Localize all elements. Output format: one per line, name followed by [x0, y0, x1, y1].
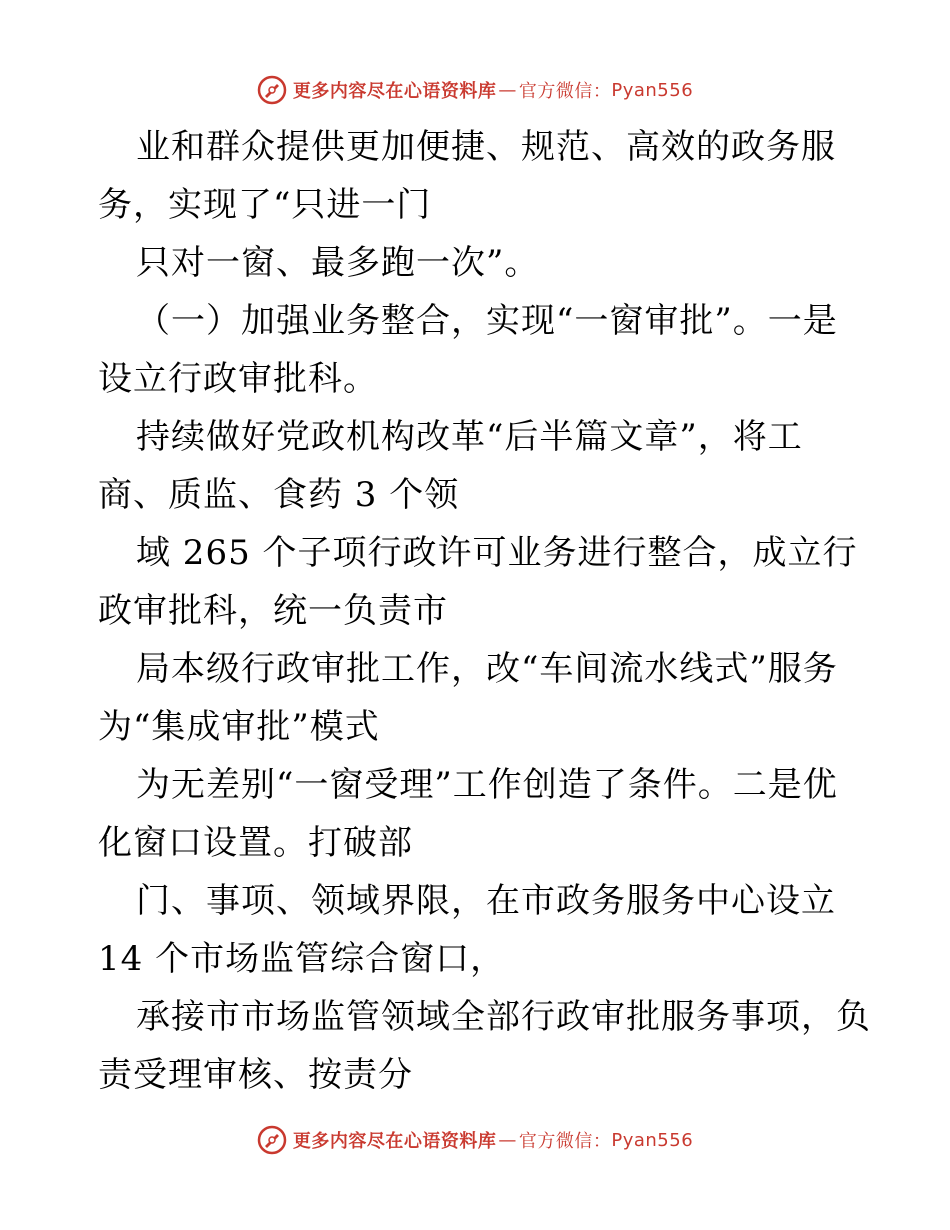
text-line: 域 265 个子项行政许可业务进行整合，成立行	[136, 533, 858, 573]
text-line: 务，实现了“只进一门	[98, 185, 432, 225]
text-line: 设立行政审批科。	[98, 359, 378, 399]
header-watermark	[0, 70, 950, 110]
watermark-official-label: 官方微信：	[518, 81, 612, 102]
text-line: 为“集成审批”模式	[98, 707, 380, 747]
watermark-official-label: 官方微信：	[518, 1131, 612, 1152]
text-line: 14 个市场监管综合窗口，	[98, 939, 506, 979]
text-line: 政审批科，统一负责市	[98, 591, 448, 631]
text-line: （一）加强业务整合，实现“一窗审批”。一是	[136, 301, 838, 341]
quill-seal-icon	[257, 1125, 287, 1155]
footer-watermark	[0, 1120, 950, 1160]
watermark-brand: 更多内容尽在心语资料库	[292, 1131, 497, 1152]
watermark-wechat-id: Pyan556	[611, 79, 694, 101]
text-line: 业和群众提供更加便捷、规范、高效的政务服	[136, 127, 836, 167]
text-line: 持续做好党政机构改革“后半篇文章”，将工	[136, 417, 803, 457]
text-line: 只对一窗、最多跑一次”。	[136, 243, 540, 283]
watermark-wechat-id: Pyan556	[611, 1129, 694, 1151]
text-line: 局本级行政审批工作，改“车间流水线式”服务	[136, 649, 838, 689]
quill-seal-icon	[257, 75, 287, 105]
text-line: 门、事项、领域界限，在市政务服务中心设立	[136, 881, 836, 921]
text-line: 责受理审核、按责分	[98, 1055, 413, 1095]
text-line: 为无差别“一窗受理”工作创造了条件。二是优	[136, 765, 838, 805]
text-line: 化窗口设置。打破部	[98, 823, 413, 863]
watermark-separator: —	[498, 79, 517, 101]
text-line: 商、质监、食药 3 个领	[98, 475, 460, 515]
document-body	[98, 118, 871, 1104]
watermark-brand: 更多内容尽在心语资料库	[292, 81, 497, 102]
watermark-separator: —	[498, 1129, 517, 1151]
text-line: 承接市市场监管领域全部行政审批服务事项，负	[136, 997, 871, 1037]
